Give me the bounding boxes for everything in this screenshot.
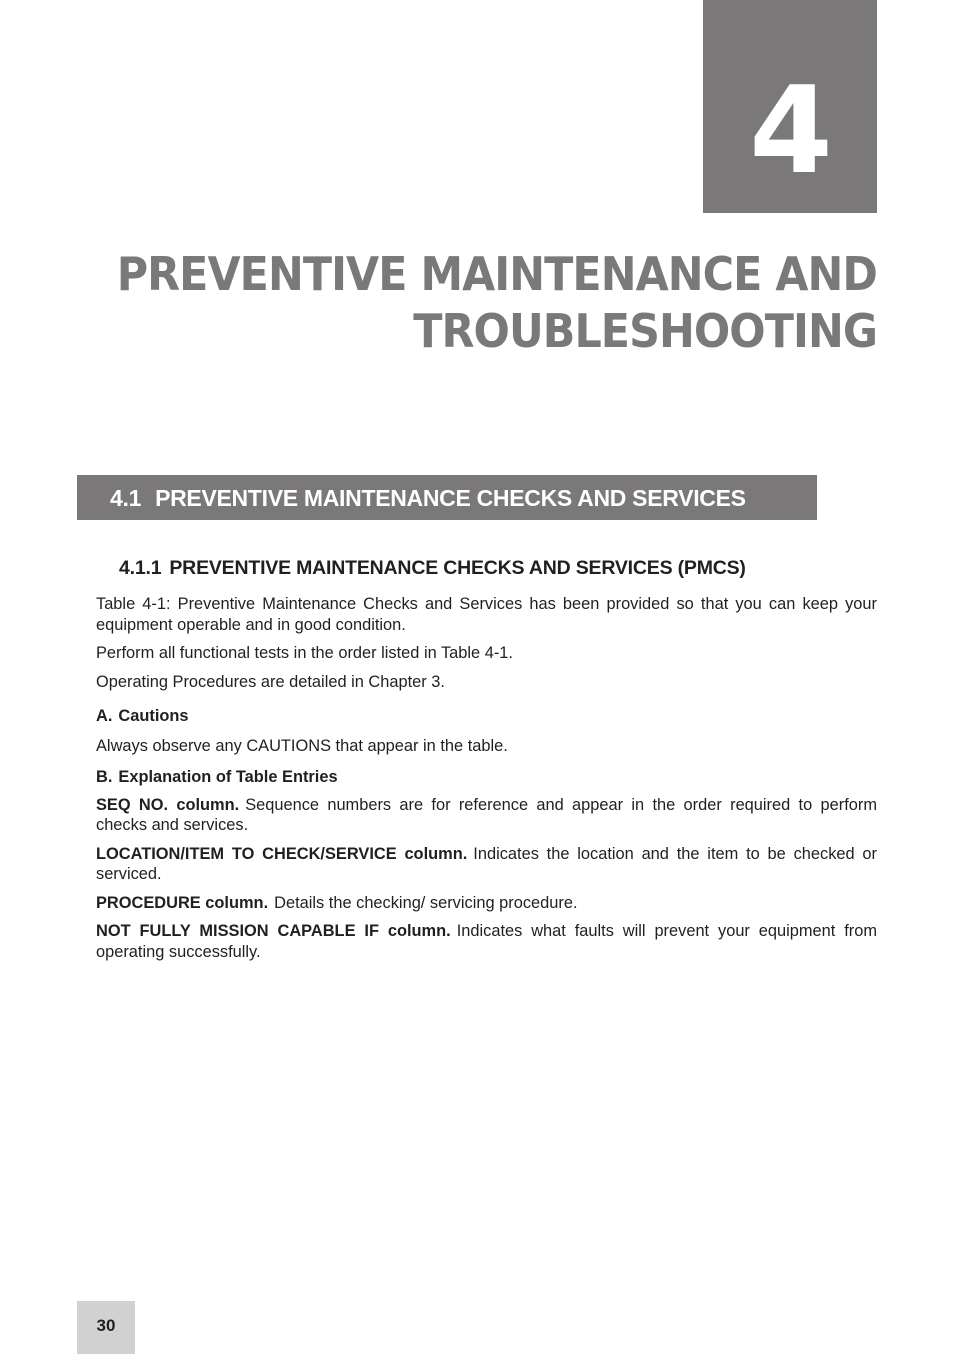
cautions-paragraph: Always observe any CAUTIONS that appear in the table. (96, 736, 508, 755)
chapter-title-line-1: PREVENTIVE MAINTENANCE AND (116, 247, 877, 301)
entry-seq-no (96, 795, 877, 836)
entry-text: Indicates the location and the item to be checked or serviced. (96, 844, 877, 883)
body-text (96, 594, 877, 970)
section-heading-bar (77, 475, 817, 520)
chapter-title-line-2: TROUBLESHOOTING (413, 304, 877, 358)
explanation-heading-text: Explanation of Table Entries (118, 768, 338, 786)
chapter-number: 4 (749, 62, 831, 201)
entry-not-fully-mission-capable (96, 921, 877, 962)
entry-text: Indicates what faults will prevent your equipment from operating successfully. (96, 922, 877, 961)
entry-term: SEQ NO. column. (96, 795, 240, 814)
entry-text: Sequence numbers are for reference and appear in the order required to perform checks and services. (96, 795, 877, 834)
entry-term: NOT FULLY MISSION CAPABLE IF column. (96, 922, 451, 940)
subsection-title: PREVENTIVE MAINTENANCE CHECKS AND SERVICES (PMCS) (169, 557, 746, 579)
entry-term: PROCEDURE column. (96, 893, 269, 912)
chapter-number-box (703, 0, 877, 213)
section-number: 4.1 (110, 485, 142, 511)
intro-paragraph: Table 4-1: Preventive Maintenance Checks and Services has been provided so that you can keep your equipment operable and in good condition. (96, 595, 877, 634)
entry-procedure (96, 893, 877, 914)
entry-text: Details the checking/ servicing procedure. (274, 893, 578, 912)
explanation-letter: B. (96, 768, 113, 786)
subsection-heading (119, 556, 746, 580)
explanation-heading (96, 767, 877, 788)
cautions-letter: A. (96, 707, 113, 725)
chapter-title (114, 246, 877, 360)
subsection-number: 4.1.1 (119, 557, 162, 579)
operating-procedures-paragraph: Operating Procedures are detailed in Chapter 3. (96, 672, 445, 691)
entry-term: LOCATION/ITEM TO CHECK/SERVICE column. (96, 844, 468, 863)
cautions-heading (96, 706, 877, 727)
page-number-box (77, 1301, 135, 1354)
section-heading (110, 475, 746, 520)
section-title: PREVENTIVE MAINTENANCE CHECKS AND SERVICES (155, 485, 746, 511)
page-number: 30 (96, 1316, 116, 1335)
functional-tests-paragraph: Perform all functional tests in the order listed in Table 4-1. (96, 644, 513, 662)
entry-location-item (96, 844, 877, 885)
cautions-heading-text: Cautions (118, 707, 189, 725)
